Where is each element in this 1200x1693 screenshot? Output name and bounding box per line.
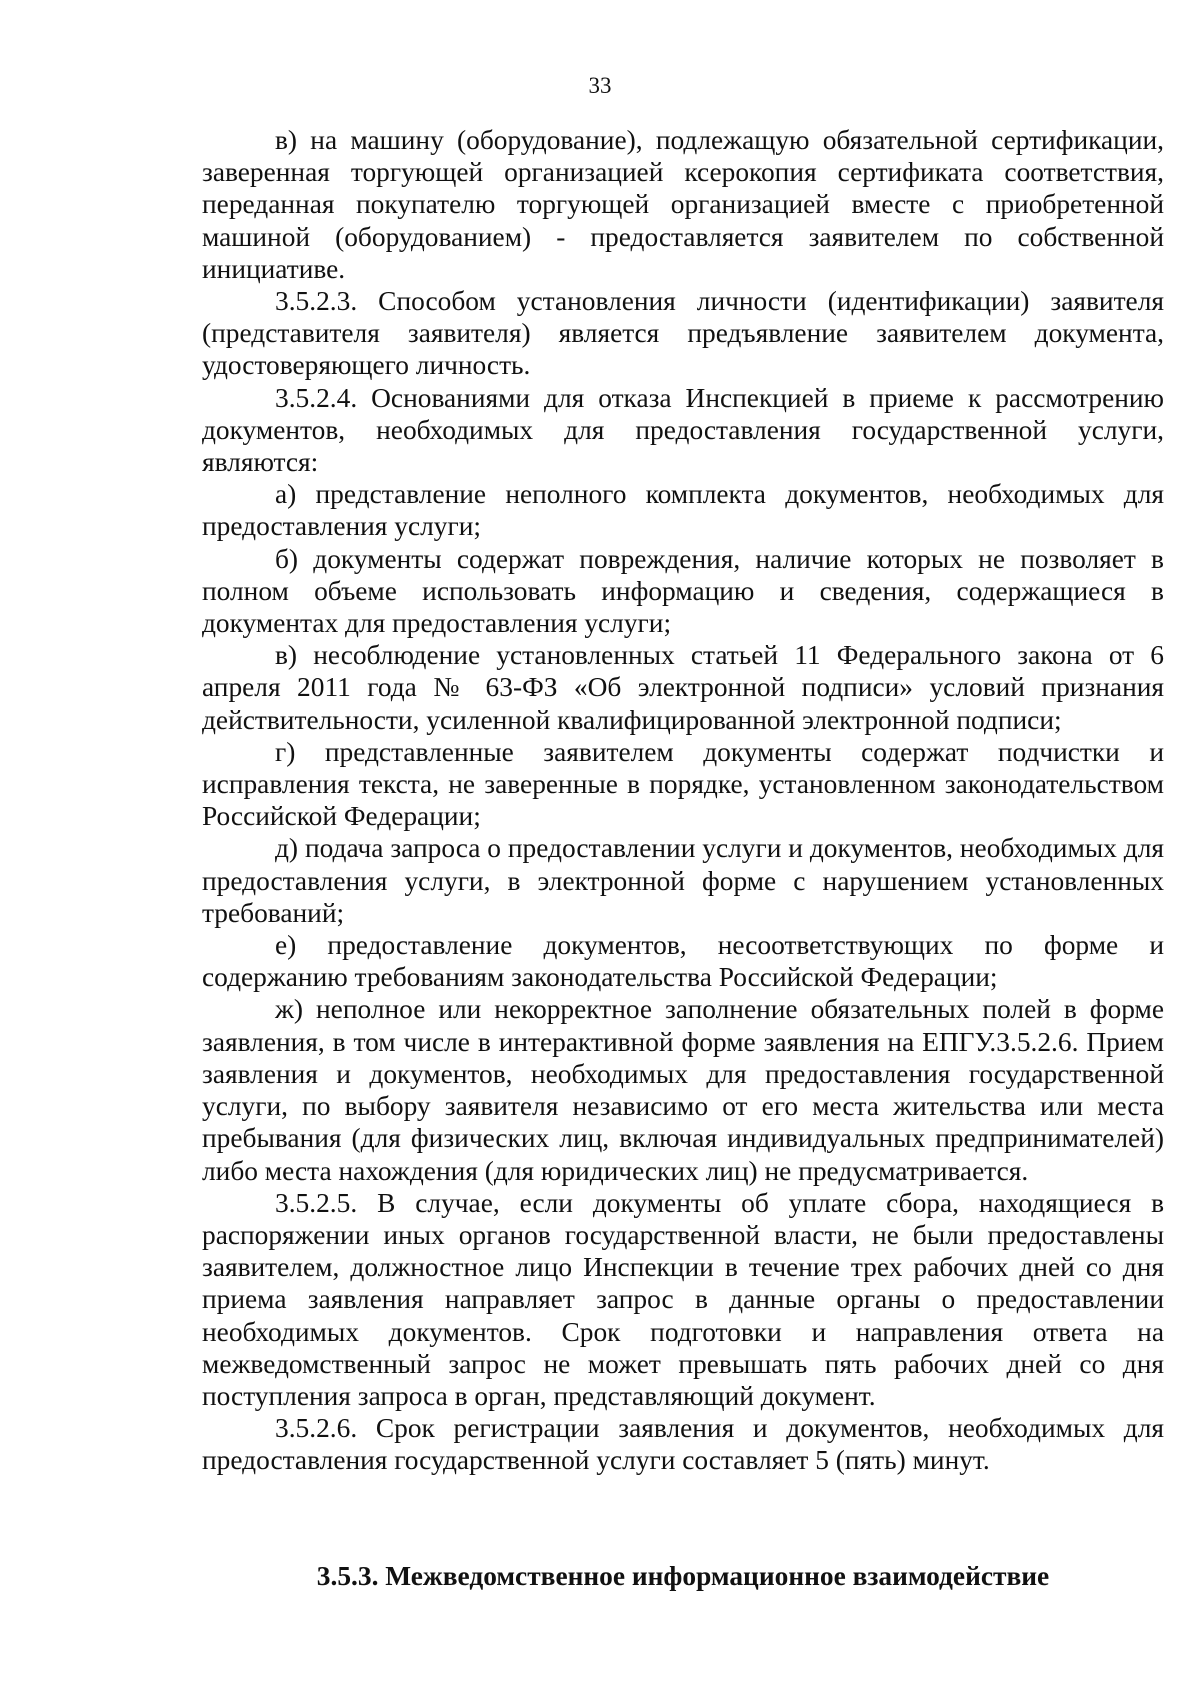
body-text [202, 124, 1164, 1477]
page-number: 33 [588, 73, 612, 98]
section-heading: 3.5.3. Межведомственное информационное взаимодействие [316, 1561, 1050, 1591]
paragraph-3-5-2-4-refusal-grounds: 3.5.2.4. Основаниями для отказа Инспекцией в приеме к рассмотрению документов, необходимых для предоставления государственной услуги, являются: [202, 382, 1164, 478]
paragraph-item-g: г) представленные заявителем документы содержат подчистки и исправления текста, не заверенные в порядке, установленном законодательством Российской Федерации; [202, 736, 1164, 832]
paragraph-item-e: е) предоставление документов, несоответствующих по форме и содержанию требованиям законодательства Российской Федерации; [202, 930, 1164, 993]
paragraph-item-b: б) документы содержат повреждения, наличие которых не позволяет в полном объеме использовать информацию и сведения, содержащиеся в документах для предоставления услуги; [202, 543, 1164, 639]
paragraph-item-zh: ж) неполное или некорректное заполнение обязательных полей в форме заявления, в том числе в интерактивной форме заявления на ЕПГУ.3.5.2.6. Прием заявления и документов, необходимых для предоставления государственной услуги, по выбору заявителя независимо от его места жительства или места пребывания (для физических лиц, включая индивидуальных предпринимателей) либо места нахождения (для юридических лиц) не предусматривается. [202, 994, 1164, 1186]
paragraph-item-v-machine-certificate: в) на машину (оборудование), подлежащую обязательной сертификации, заверенная торгующей организацией ксерокопия сертификата соответствия, переданная покупателю торгующей организацией вместе с приобретенной машиной (оборудованием) - предоставляется заявителем по собственной инициативе. [202, 125, 1164, 284]
paragraph-item-a: а) представление неполного комплекта документов, необходимых для предоставления услуги; [202, 479, 1164, 542]
paragraph-3-5-2-6-registration-time: 3.5.2.6. Срок регистрации заявления и документов, необходимых для предоставления государственной услуги составляет 5 (пять) минут. [202, 1413, 1164, 1476]
paragraph-item-v-signature: в) несоблюдение установленных статьей 11 Федерального закона от 6 апреля 2011 года № 63-ФЗ «Об электронной подписи» условий признания действительности, усиленной квалифицированной электронной подписи; [202, 640, 1164, 735]
paragraph-item-d: д) подача запроса о предоставлении услуги и документов, необходимых для предоставления услуги, в электронной форме с нарушением установленных требований; [202, 833, 1164, 928]
paragraph-3-5-2-3-identification: 3.5.2.3. Способом установления личности (идентификации) заявителя (представителя заявителя) является предъявление заявителем документа, удостоверяющего личность. [202, 286, 1164, 381]
paragraph-3-5-2-5-interagency-request: 3.5.2.5. В случае, если документы об уплате сбора, находящиеся в распоряжении иных органов государственной власти, не были предоставлены заявителем, должностное лицо Инспекции в течение трех рабочих дней со дня приема заявления направляет запрос в данные органы о предоставлении необходимых документов. Срок подготовки и направления ответа на межведомственный запрос не может превышать пять рабочих дней со дня поступления запроса в орган, представляющий документ. [202, 1187, 1164, 1411]
